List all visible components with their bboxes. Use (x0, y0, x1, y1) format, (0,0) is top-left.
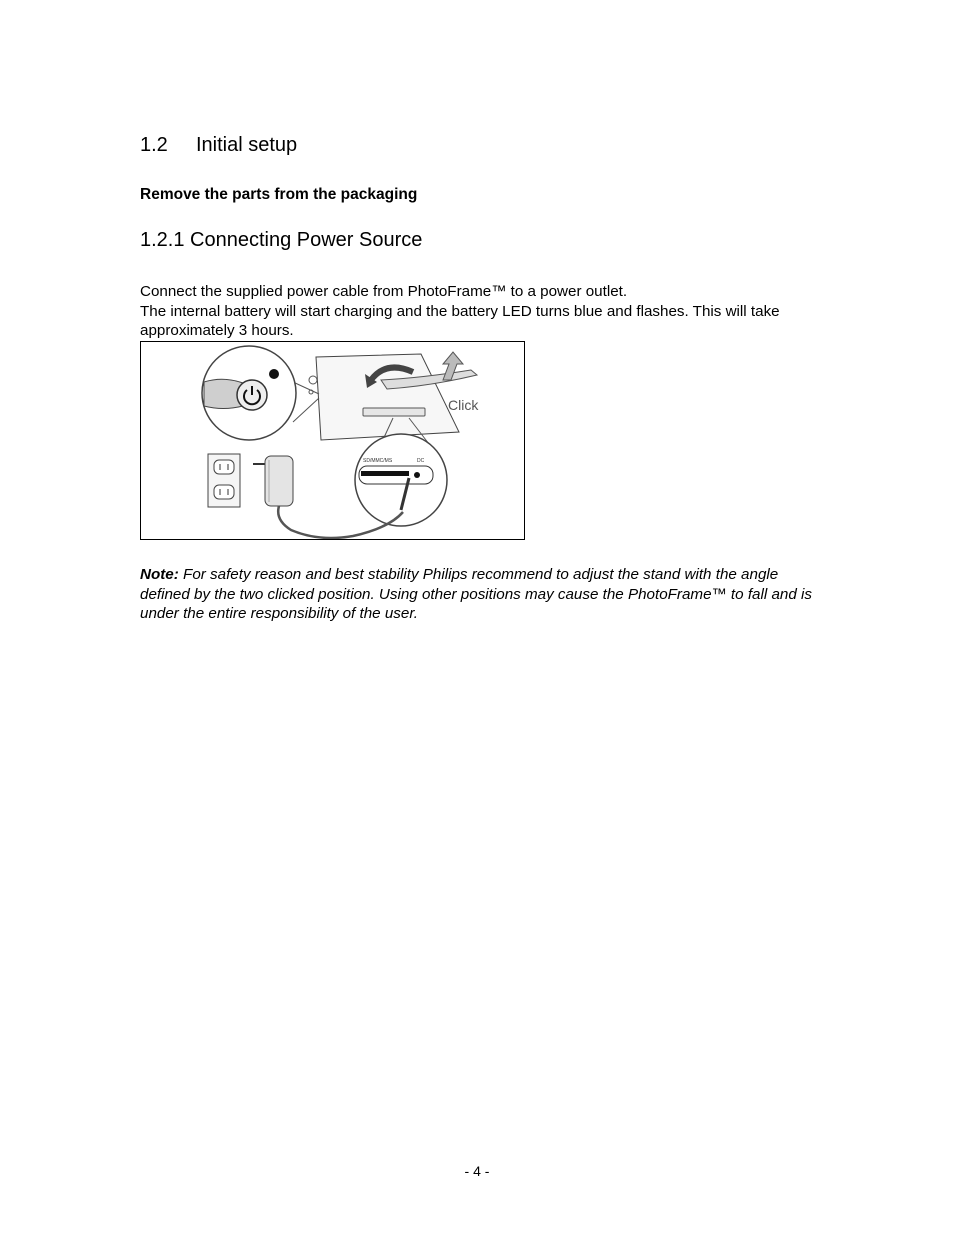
note-text: For safety reason and best stability Philips recommend to adjust the stand with the angle defined by the two clicked position. Using other positions may cause the PhotoFrame™ to fall and is under the entire responsibility of the user. (140, 566, 812, 622)
section-title-text: Initial setup (196, 134, 298, 156)
dc-label: DC (417, 458, 425, 464)
page-number: - 4 - (464, 1163, 490, 1179)
frame-button-icon (309, 376, 317, 384)
note-label: Note: (140, 566, 179, 583)
parts-subheading: Remove the parts from the packaging (140, 186, 418, 203)
power-adapter-icon (253, 456, 293, 506)
power-connection-illustration (140, 341, 525, 540)
section-title (140, 134, 297, 157)
instructions-paragraph (140, 282, 820, 341)
instruction-line-2: The internal battery will start charging and the battery LED turns blue and flashes. This will take approximately 3 hours. (140, 302, 780, 339)
subsection-title: 1.2.1 Connecting Power Source (140, 229, 423, 251)
instruction-line-1: Connect the supplied power cable from PhotoFrame™ to a power outlet. (140, 283, 628, 300)
port-label: SD/MMC/MS (363, 458, 393, 464)
wall-outlet-icon (208, 454, 240, 507)
card-slot (363, 408, 425, 416)
safety-note (140, 565, 820, 624)
click-label: Click (448, 397, 479, 413)
section-number: 1.2 (140, 134, 168, 156)
